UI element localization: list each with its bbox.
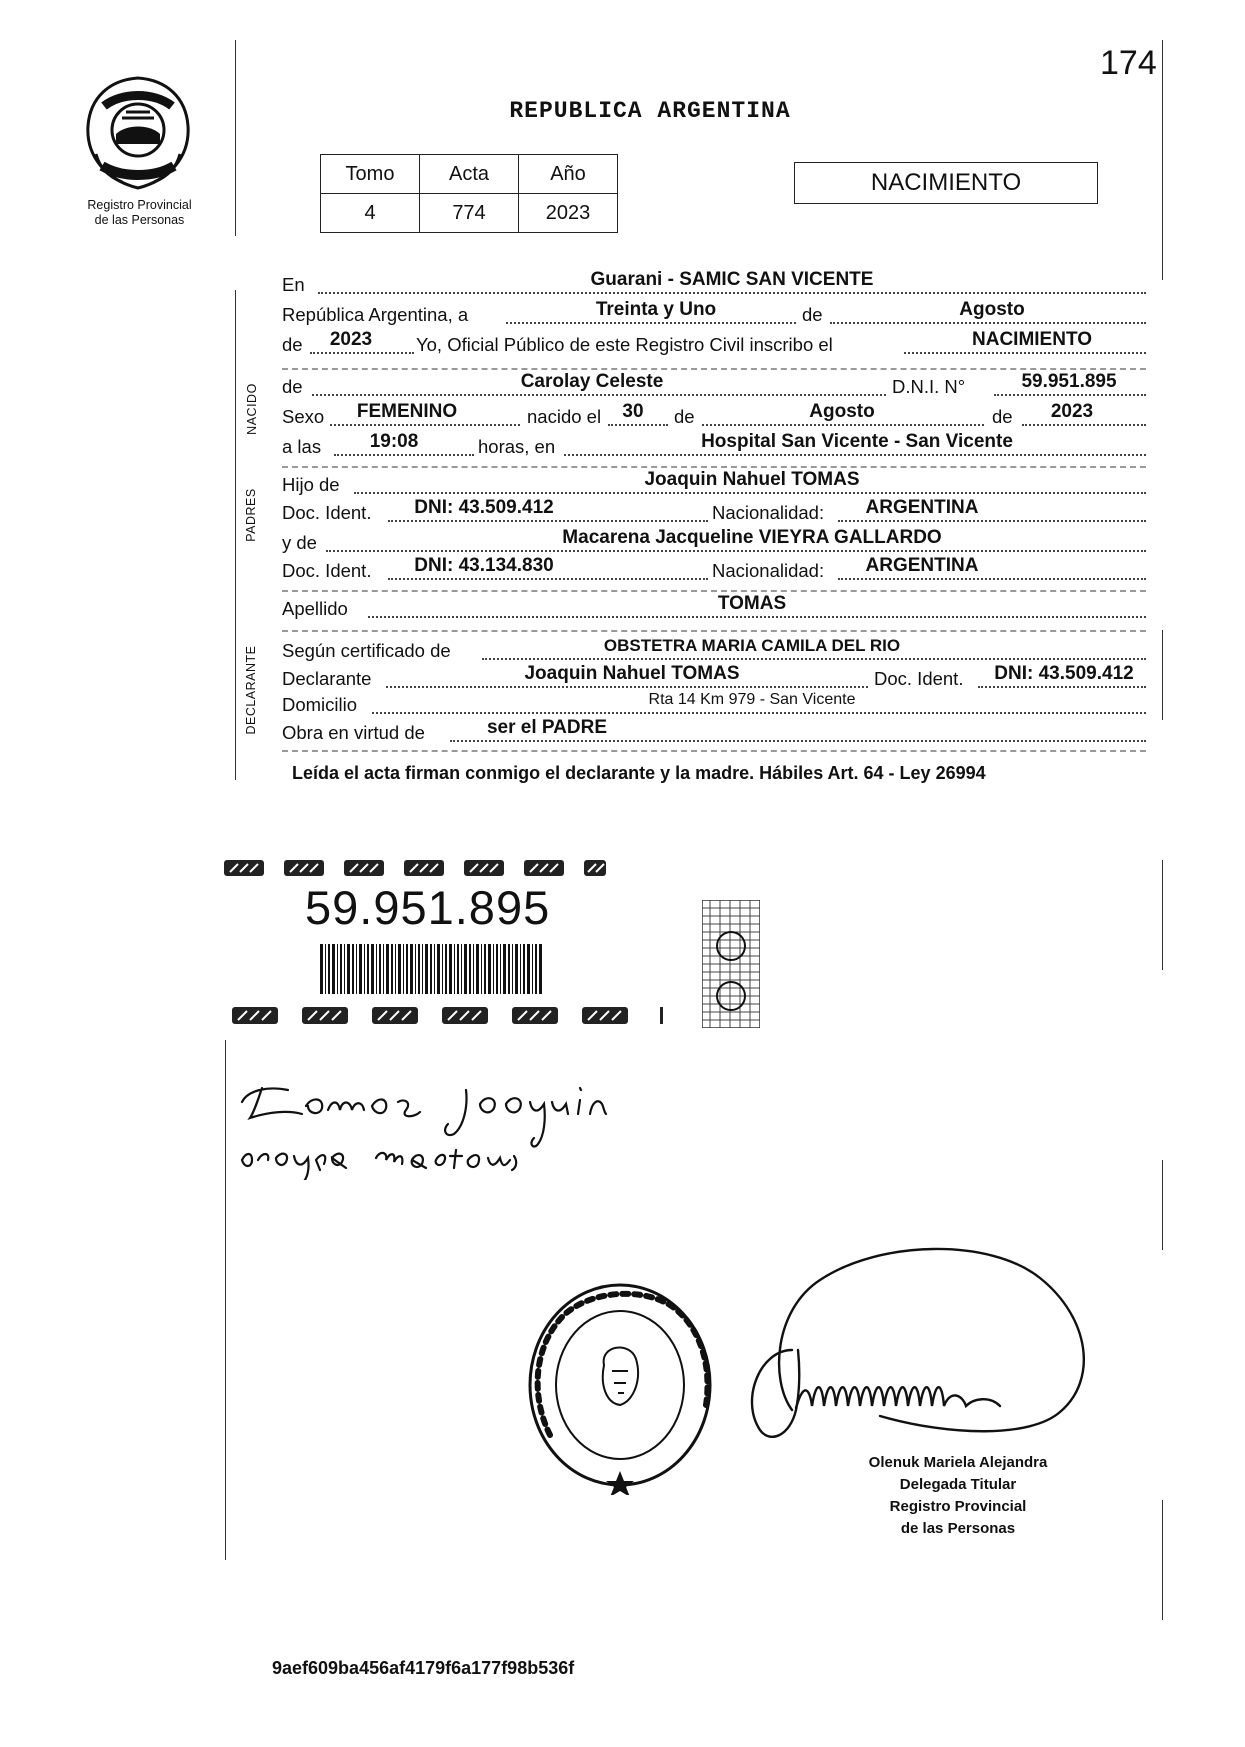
label-horas-en: horas, en xyxy=(478,436,556,457)
barcode xyxy=(320,944,546,994)
value-mes-nac: Agosto xyxy=(809,401,875,422)
official-stamp xyxy=(520,1275,720,1495)
value-lugar-nac: Hospital San Vicente - San Vicente xyxy=(701,431,1013,452)
value-hora: 19:08 xyxy=(369,431,419,452)
logo-caption-line1: Registro Provincial xyxy=(87,198,192,212)
value-anio-nac: 2023 xyxy=(1050,401,1094,422)
row-sexo xyxy=(282,401,1146,430)
label-segun-certificado: Según certificado de xyxy=(282,640,451,661)
value-madre-nac: ARGENTINA xyxy=(865,555,979,576)
label-nacionalidad: Nacionalidad: xyxy=(712,502,825,523)
value-dia-nac: 30 xyxy=(622,401,644,422)
row-en xyxy=(282,269,1146,298)
row-obra-virtud xyxy=(282,717,1146,746)
value-padre-nac: ARGENTINA xyxy=(865,497,979,518)
row-inscripcion xyxy=(282,329,1146,358)
value-certificado: OBSTETRA MARIA CAMILA DEL RIO xyxy=(603,636,901,655)
section-label-nacido: NACIDO xyxy=(245,383,259,435)
record-type-box: NACIMIENTO xyxy=(794,162,1098,204)
label-domicilio: Domicilio xyxy=(282,694,358,715)
label-nacido-el: nacido el xyxy=(527,406,602,427)
value-mes: Agosto xyxy=(959,299,1025,320)
margin-line-right-bottom xyxy=(1162,1160,1163,1250)
acta-table xyxy=(320,154,618,233)
page-number: 174 xyxy=(1100,44,1157,82)
row-padre-doc xyxy=(282,497,1146,526)
value-declarante: Joaquin Nahuel TOMAS xyxy=(524,663,740,684)
signatory-role: Delegada Titular xyxy=(899,1476,1017,1493)
label-de-anio: de xyxy=(992,406,1013,427)
row-hora xyxy=(282,431,1146,460)
official-signature xyxy=(700,1230,1120,1460)
signatory-block xyxy=(838,1452,1078,1540)
label-a-las: a las xyxy=(282,436,322,457)
value-nombre: Carolay Celeste xyxy=(520,371,664,392)
value-dni: 59.951.895 xyxy=(1021,371,1117,392)
label-de-nombre: de xyxy=(282,376,303,397)
dni-sticker-number: 59.951.895 xyxy=(305,881,551,934)
label-de-prefix: de xyxy=(282,334,303,355)
signatory-name: Olenuk Mariela Alejandra xyxy=(868,1454,1048,1471)
logo-caption xyxy=(62,198,217,228)
security-sticker-strip-top xyxy=(224,858,674,880)
value-lugar: Guarani - SAMIC SAN VICENTE xyxy=(590,269,874,290)
section-label-padres: PADRES xyxy=(244,488,258,542)
label-en: En xyxy=(282,274,305,295)
label-y-de: y de xyxy=(282,532,317,553)
label-apellido: Apellido xyxy=(282,598,348,619)
value-padre-doc: DNI: 43.509.412 xyxy=(414,497,554,518)
acta-header-tomo: Tomo xyxy=(321,155,420,194)
section-divider xyxy=(282,630,1146,632)
handwritten-signatures xyxy=(228,1060,728,1180)
acta-value-anio: 2023 xyxy=(519,194,618,233)
section-divider xyxy=(282,750,1146,752)
acta-value-acta: 774 xyxy=(420,194,519,233)
security-sticker-strip-bottom xyxy=(232,1004,672,1028)
margin-line-right-end xyxy=(1162,1500,1163,1620)
value-obra-virtud: ser el PADRE xyxy=(486,717,608,738)
margin-line-right-mid xyxy=(1162,630,1163,720)
acta-header-anio: Año xyxy=(519,155,618,194)
signatory-org-line1: Registro Provincial xyxy=(889,1498,1027,1515)
margin-line-right-top xyxy=(1162,40,1163,280)
acta-table-header-row xyxy=(321,155,618,194)
value-anio: 2023 xyxy=(329,329,373,350)
acta-header-acta: Acta xyxy=(420,155,519,194)
label-doc-ident-madre: Doc. Ident. xyxy=(282,560,372,581)
margin-line-main xyxy=(235,290,236,780)
row-fecha xyxy=(282,299,1146,328)
value-madre-doc: DNI: 43.134.830 xyxy=(414,555,554,576)
label-doc-ident-declarante: Doc. Ident. xyxy=(874,668,964,689)
acta-value-tomo: 4 xyxy=(321,194,420,233)
row-apellido xyxy=(282,593,1146,622)
hologram-seal xyxy=(702,900,760,1028)
value-dia-letras: Treinta y Uno xyxy=(595,299,717,320)
label-de: de xyxy=(802,304,823,325)
value-acto: NACIMIENTO xyxy=(972,329,1092,350)
closing-note: Leída el acta firman conmigo el declarante y la madre. Hábiles Art. 64 - Ley 26994 xyxy=(292,763,986,783)
acta-table-value-row xyxy=(321,194,618,233)
document-hash: 9aef609ba456af4179f6a177f98b536f xyxy=(272,1658,575,1678)
value-domicilio: Rta 14 Km 979 - San Vicente xyxy=(648,691,856,708)
label-obra-virtud: Obra en virtud de xyxy=(282,722,425,743)
logo-caption-line2: de las Personas xyxy=(94,213,185,227)
value-sexo: FEMENINO xyxy=(356,401,458,422)
label-sexo: Sexo xyxy=(282,406,325,427)
signatory-org-line2: de las Personas xyxy=(900,1520,1016,1537)
label-republica: República Argentina, a xyxy=(282,304,469,325)
row-nombre xyxy=(282,371,1146,400)
label-nacionalidad-madre: Nacionalidad: xyxy=(712,560,825,581)
label-dni: D.N.I. N° xyxy=(892,376,966,397)
label-inscribo: Yo, Oficial Público de este Registro Civil inscribo el xyxy=(416,334,833,355)
value-padre: Joaquin Nahuel TOMAS xyxy=(644,469,860,490)
value-declarante-doc: DNI: 43.509.412 xyxy=(994,663,1134,684)
document-title: REPUBLICA ARGENTINA xyxy=(509,98,791,124)
margin-line-right-low xyxy=(1162,860,1163,970)
row-domicilio xyxy=(282,692,1146,718)
row-madre-doc xyxy=(282,555,1146,584)
provincia-misiones-logo xyxy=(82,74,194,194)
label-doc-ident: Doc. Ident. xyxy=(282,502,372,523)
label-hijo-de: Hijo de xyxy=(282,474,340,495)
value-madre: Macarena Jacqueline VIEYRA GALLARDO xyxy=(562,527,942,548)
label-de-mes: de xyxy=(674,406,695,427)
margin-line-top xyxy=(235,40,236,236)
margin-line-lower xyxy=(225,1040,226,1560)
section-label-declarante: DECLARANTE xyxy=(244,645,258,735)
value-apellido: TOMAS xyxy=(717,593,787,614)
label-declarante: Declarante xyxy=(282,668,372,689)
